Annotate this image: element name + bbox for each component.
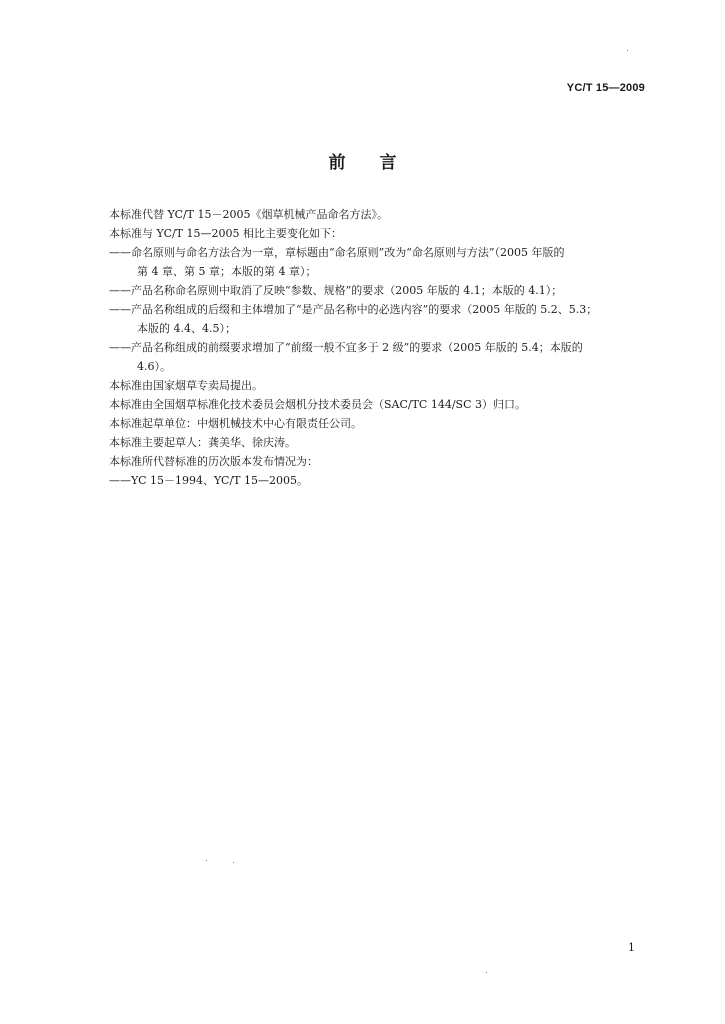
paragraph-line: 本标准主要起草人：龚美华、徐庆涛。 [109,436,296,449]
foreword-body [109,205,649,490]
standard-code-header: YC/T 15—2009 [566,82,645,94]
scan-speck [206,860,207,861]
change-item: ——产品名称组成的后缀和主体增加了“是产品名称中的必选内容”的要求（2005 年版的 5.2、5.3； [109,303,598,316]
change-item: ——产品名称组成的前缀要求增加了“前缀一般不宜多于 2 级”的要求（2005 年版的 5.4；本版的 [109,341,583,354]
page-number: 1 [628,941,635,954]
change-item: ——命名原则与命名方法合为一章，章标题由“命名原则”改为“命名原则与方法”（2005 年版的 [109,246,565,259]
change-item-continuation: 本版的 4.4、4.5）； [137,322,236,335]
paragraph-line: 本标准由全国烟草标准化技术委员会烟机分技术委员会（SAC/TC 144/SC 3）归口。 [109,398,526,411]
change-item: ——产品名称命名原则中取消了反映“参数、规格”的要求（2005 年版的 4.1；本版的 4.1）； [109,284,563,297]
paragraph-line: 本标准与 YC/T 15—2005 相比主要变化如下： [109,227,343,240]
paragraph-line: 本标准起草单位：中烟机械技术中心有限责任公司。 [109,417,362,430]
scan-speck [486,972,487,973]
paragraph-line: 本标准代替 YC/T 15－2005《烟草机械产品命名方法》。 [109,208,389,221]
change-item-continuation: 第 4 章、第 5 章；本版的第 4 章）； [137,265,317,278]
scan-speck [627,50,628,51]
paragraph-line: 本标准所代替标准的历次版本发布情况为： [109,455,318,468]
history-item: ——YC 15－1994、YC/T 15—2005。 [109,474,308,487]
paragraph-line: 本标准由国家烟草专卖局提出。 [109,379,263,392]
change-item-continuation: 4.6）。 [137,360,171,373]
page-title: 前言 [328,153,431,173]
scan-speck [233,862,234,863]
